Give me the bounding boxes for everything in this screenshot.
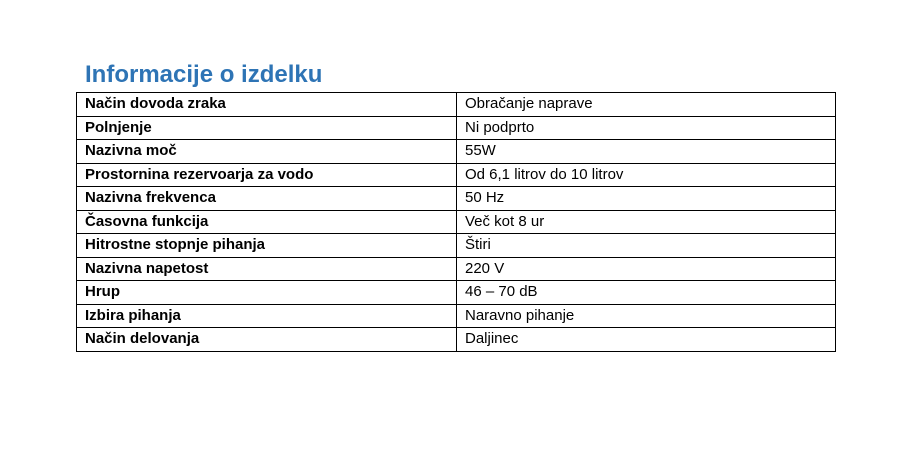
table-row: [77, 93, 836, 117]
spec-value: Daljinec: [457, 328, 836, 352]
spec-value: Obračanje naprave: [457, 93, 836, 117]
table-row: [77, 257, 836, 281]
table-row: [77, 116, 836, 140]
spec-label: Način dovoda zraka: [77, 93, 457, 117]
spec-label: Hrup: [77, 281, 457, 305]
spec-label: Nazivna moč: [77, 140, 457, 164]
spec-value: 220 V: [457, 257, 836, 281]
spec-value: Več kot 8 ur: [457, 210, 836, 234]
spec-label: Nazivna napetost: [77, 257, 457, 281]
spec-value: 46 – 70 dB: [457, 281, 836, 305]
table-row: [77, 140, 836, 164]
spec-label: Polnjenje: [77, 116, 457, 140]
spec-label: Časovna funkcija: [77, 210, 457, 234]
table-row: [77, 304, 836, 328]
spec-label: Nazivna frekvenca: [77, 187, 457, 211]
spec-label: Hitrostne stopnje pihanja: [77, 234, 457, 258]
table-row: [77, 163, 836, 187]
spec-label: Izbira pihanja: [77, 304, 457, 328]
spec-value: Ni podprto: [457, 116, 836, 140]
product-info-table: [76, 92, 836, 352]
spec-value: 50 Hz: [457, 187, 836, 211]
spec-value: Od 6,1 litrov do 10 litrov: [457, 163, 836, 187]
table-row: [77, 187, 836, 211]
table-row: [77, 281, 836, 305]
page-title: Informacije o izdelku: [85, 61, 323, 88]
spec-label: Način delovanja: [77, 328, 457, 352]
spec-value: Naravno pihanje: [457, 304, 836, 328]
table-row: [77, 210, 836, 234]
table-row: [77, 328, 836, 352]
spec-label: Prostornina rezervoarja za vodo: [77, 163, 457, 187]
table-row: [77, 234, 836, 258]
spec-value: 55W: [457, 140, 836, 164]
spec-value: Štiri: [457, 234, 836, 258]
product-info-table-body: [77, 93, 836, 352]
